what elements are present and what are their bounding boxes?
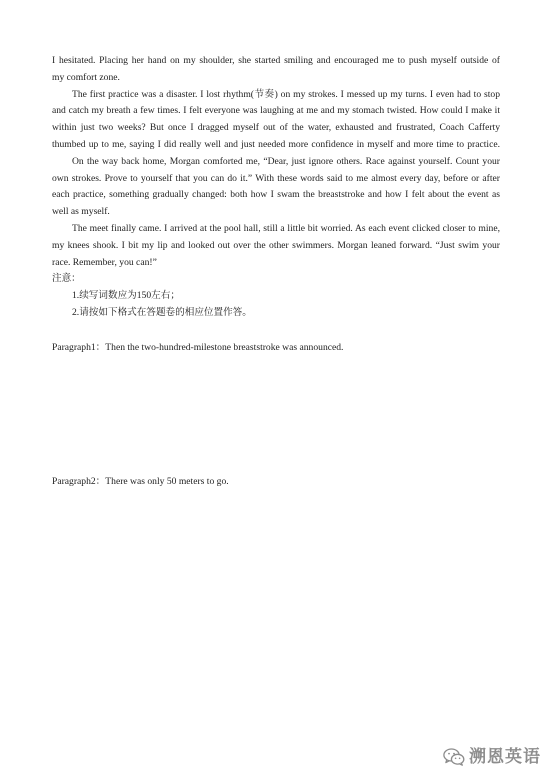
passage-line: On the way back home, Morgan comforted me, “Dear, just ignore others. Race against yourself. Count your xyxy=(72,155,500,167)
passage-line: each practice, something gradually changed: both how I swam the breaststroke and how I felt about the event as xyxy=(52,189,500,201)
notes-heading: 注意： xyxy=(52,273,81,285)
passage-paragraph-2 xyxy=(52,87,500,154)
passage-line: thumbed up to me, saying I did really well and just needed more confidence in myself and more time to practice. xyxy=(52,138,500,150)
passage-paragraph-4 xyxy=(52,221,500,271)
passage-paragraph-3 xyxy=(52,154,500,221)
passage-line: own strokes. Prove to yourself that you can do it.” With these words said to me almost every day, before or after xyxy=(52,172,500,184)
answer-prompt-1 xyxy=(52,340,500,357)
wechat-icon xyxy=(443,748,465,766)
notes xyxy=(52,271,500,321)
answer-prompt-label: Paragraph1： xyxy=(52,342,106,353)
passage-line: race. Remember, you can!” xyxy=(52,256,157,268)
answer-prompt-2 xyxy=(52,474,500,491)
passage-line: my comfort zone. xyxy=(52,71,120,83)
passage-line: well as myself. xyxy=(52,206,110,218)
note-item: 2.请按如下格式在答题卷的相应位置作答。 xyxy=(72,306,252,318)
passage-line: within just two weeks? But once I dragged myself out of the water, exhausted and frustrated, Coach Cafferty xyxy=(52,122,500,134)
passage xyxy=(52,53,500,322)
answer-prompt-text: Then the two-hundred-milestone breaststroke was announced. xyxy=(105,342,344,353)
passage-line: I hesitated. Placing her hand on my shoulder, she started smiling and encouraged me to push myself outside of xyxy=(52,55,500,66)
answer-prompt-text: There was only 50 meters to go. xyxy=(105,476,229,487)
passage-line: and catch my breath a few times. I felt everyone was laughing at me and my stomach twisted. How could I make it xyxy=(52,105,500,117)
answer-prompt-label: Paragraph2： xyxy=(52,476,106,487)
watermark-text: 溯恩英语 xyxy=(469,747,541,767)
watermark xyxy=(443,747,541,767)
passage-paragraph-1 xyxy=(52,53,500,87)
passage-line: The meet finally came. I arrived at the pool hall, still a little bit worried. As each event clicked closer to mine, xyxy=(72,222,500,234)
passage-line: The first practice was a disaster. I lost rhythm(节奏) on my strokes. I messed up my turns. I even had to stop xyxy=(72,88,500,100)
passage-line: my knees shook. I bit my lip and looked out over the other swimmers. Morgan leaned forward. “Just swim your xyxy=(52,239,500,251)
note-item: 1.续写词数应为150左右； xyxy=(72,290,180,302)
